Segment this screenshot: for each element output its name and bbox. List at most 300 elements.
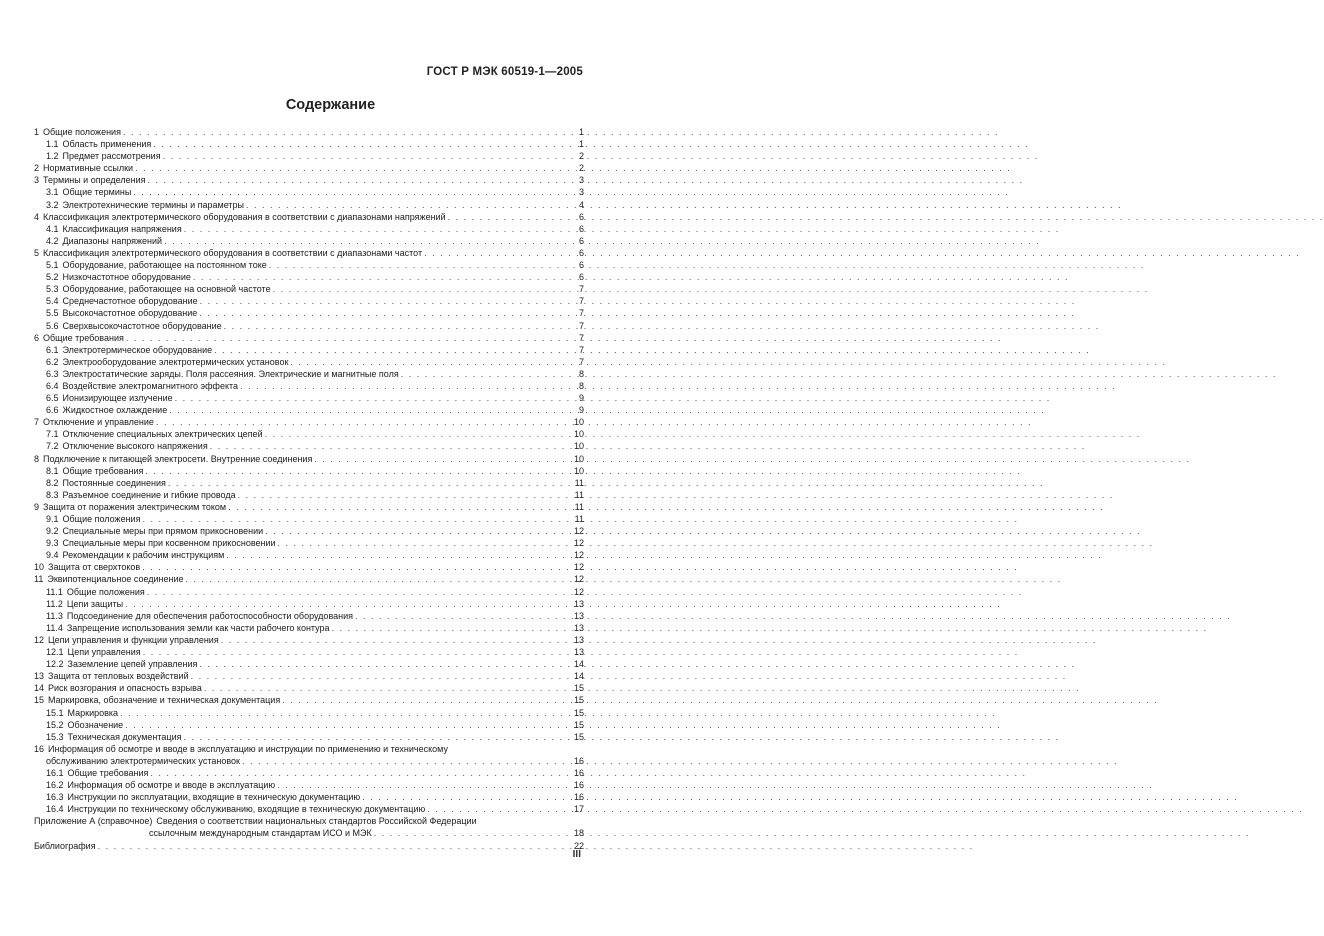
toc-entry-page: 6 xyxy=(578,223,584,234)
toc-entry[interactable] xyxy=(34,658,584,670)
toc-entry[interactable] xyxy=(34,247,584,259)
toc-entry-number: 9.2 xyxy=(46,526,59,537)
toc-entry[interactable] xyxy=(34,295,584,307)
toc-entry-page: 6 xyxy=(578,260,584,271)
toc-entry-line xyxy=(34,658,584,670)
toc-entry-page: 1 xyxy=(578,127,584,137)
toc-leader-dots xyxy=(265,525,568,537)
toc-entry-title: Воздействие электромагнитного эффекта xyxy=(62,380,239,391)
toc-entry-number: 15.2 xyxy=(46,719,64,730)
toc-entry-title: Эквипотенциальное соединение xyxy=(47,574,184,585)
toc-entry-line xyxy=(34,646,584,658)
toc-entry-title: Защита от сверхтоков xyxy=(48,562,141,573)
toc-entry-number: 6 xyxy=(34,332,40,343)
toc-leader-dots xyxy=(156,416,568,428)
toc-entry[interactable] xyxy=(34,199,584,211)
toc-entry[interactable] xyxy=(34,453,584,465)
toc-entry-page: 6 xyxy=(578,211,584,222)
toc-entry-line xyxy=(34,404,584,416)
toc-leader-dots xyxy=(355,610,568,622)
toc-entry-line xyxy=(34,707,584,719)
toc-entry-title: Отключение и управление xyxy=(43,417,154,428)
toc-entry-line xyxy=(34,513,584,525)
toc-entry-line xyxy=(34,549,584,561)
toc-entry[interactable] xyxy=(34,223,584,235)
toc-entry[interactable] xyxy=(34,368,584,380)
toc-entry-line xyxy=(34,477,584,489)
toc-entry[interactable] xyxy=(34,682,584,694)
toc-entry-title-continuation: обслуживанию электротермических установок xyxy=(46,755,240,766)
toc-entry-page: 16 xyxy=(573,767,584,778)
toc-entry-title: Электротермическое оборудование xyxy=(62,344,213,355)
toc-entry-line xyxy=(34,186,584,198)
toc-entry-number: 4.1 xyxy=(46,223,59,234)
toc-entry-page: 7 xyxy=(578,320,584,331)
toc-leader-dots xyxy=(98,840,568,852)
toc-entry-number: 9.4 xyxy=(46,550,59,561)
toc-entry-number: 6.6 xyxy=(46,405,59,416)
toc-entry-page: 9 xyxy=(578,405,584,416)
toc-entry-line xyxy=(34,634,584,646)
toc-entry[interactable] xyxy=(34,477,584,489)
toc-entry-line xyxy=(34,465,584,477)
toc-entry-title: Постоянные соединения xyxy=(62,477,166,488)
toc-leader-dots xyxy=(282,694,568,706)
toc-leader-dots xyxy=(163,150,568,162)
toc-entry-line xyxy=(34,247,584,259)
toc-entry[interactable] xyxy=(34,646,584,658)
toc-entry-title: Информация об осмотре и вводе в эксплуатацию и инструкции по применению и техническому xyxy=(48,743,448,754)
toc-entry[interactable] xyxy=(34,791,584,803)
toc-entry-page: 3 xyxy=(578,175,584,186)
toc-entry-line xyxy=(34,840,584,852)
toc-leader-dots xyxy=(362,791,568,803)
toc-entry-title: Область применения xyxy=(62,139,152,150)
toc-entry-number: 6.1 xyxy=(46,344,59,355)
toc-entry-line xyxy=(34,682,584,694)
toc-leader-dots xyxy=(126,332,568,344)
toc-entry-number: 7 xyxy=(34,417,40,428)
toc-entry-title: Отключение специальных электрических цепей xyxy=(62,429,263,440)
toc-entry-title: Общие требования xyxy=(43,332,124,343)
toc-entry-title: Низкочастотное оборудование xyxy=(62,272,191,283)
toc-entry-title: Специальные меры при прямом прикосновении xyxy=(62,526,264,537)
toc-entry-page: 16 xyxy=(573,780,584,791)
toc-entry-page: 15 xyxy=(573,683,584,694)
toc-entry[interactable] xyxy=(34,380,584,392)
toc-entry-title-continuation: ссылочным международным стандартам ИСО и МЭК xyxy=(149,828,372,839)
toc-entry[interactable] xyxy=(34,150,584,162)
toc-entry[interactable] xyxy=(34,428,584,440)
toc-leader-dots xyxy=(168,477,568,489)
toc-entry-page: 16 xyxy=(573,755,584,766)
toc-entry-line xyxy=(34,586,584,598)
toc-entry-title: Сведения о соответствии национальных стандартов Российской Федерации xyxy=(156,816,477,827)
toc-entry[interactable] xyxy=(34,320,584,332)
toc-entry-line xyxy=(34,259,584,271)
toc-entry-title: Цепи управления и функции управления xyxy=(48,634,219,645)
toc-entry-number: 15 xyxy=(34,695,45,706)
toc-entry-page: 11 xyxy=(574,501,584,512)
toc-entry-line xyxy=(34,767,584,779)
toc-entry-continuation-line xyxy=(34,755,584,767)
toc-entry[interactable] xyxy=(34,525,584,537)
toc-entry-title: Общие требования xyxy=(67,767,149,778)
toc-entry[interactable] xyxy=(34,815,584,839)
toc-entry[interactable] xyxy=(34,694,584,706)
toc-entry-number: 11.4 xyxy=(46,622,63,633)
toc-entry-title: Классификация электротермического оборудования в соответствии с диапазонами частот xyxy=(43,247,423,258)
toc-entry-page: 14 xyxy=(573,659,584,670)
toc-entry-line xyxy=(34,162,584,174)
toc-entry-title: Защита от тепловых воздействий xyxy=(48,671,189,682)
toc-entry[interactable] xyxy=(34,271,584,283)
toc-entry[interactable] xyxy=(34,779,584,791)
toc-entry-title: Общие положения xyxy=(66,586,145,597)
toc-leader-dots xyxy=(228,501,568,513)
toc-entry-number: 5.4 xyxy=(46,296,59,307)
toc-leader-dots xyxy=(143,646,568,658)
toc-entry-title: Рекомендации к рабочим инструкциям xyxy=(62,550,225,561)
toc-entry-line xyxy=(34,453,584,465)
toc-entry-title: Риск возгорания и опасность взрыва xyxy=(48,683,202,694)
toc-entry[interactable] xyxy=(34,186,584,198)
toc-entry-title: Разъемное соединение и гибкие провода xyxy=(62,489,236,500)
toc-entry-number: 5.3 xyxy=(46,284,59,295)
toc-entry-number: 6.2 xyxy=(46,356,59,367)
toc-entry-line xyxy=(34,428,584,440)
toc-entry[interactable] xyxy=(34,549,584,561)
toc-entry-line xyxy=(34,416,584,428)
toc-entry-title: Защита от поражения электрическим током xyxy=(43,501,227,512)
toc-entry-line xyxy=(34,573,584,585)
toc-entry-number: 8.1 xyxy=(46,465,59,476)
toc-entry-line xyxy=(34,368,584,380)
toc-entry[interactable] xyxy=(34,404,584,416)
toc-entry-number: 12.2 xyxy=(46,659,64,670)
toc-entry[interactable] xyxy=(34,840,584,852)
toc-leader-dots xyxy=(125,719,568,731)
toc-entry-number: 14 xyxy=(34,683,45,694)
toc-entry[interactable] xyxy=(34,259,584,271)
toc-leader-dots xyxy=(199,658,568,670)
toc-entry-number: 11.1 xyxy=(46,586,63,597)
toc-entry[interactable] xyxy=(34,622,584,634)
toc-leader-dots xyxy=(210,440,568,452)
toc-leader-dots xyxy=(191,670,568,682)
toc-leader-dots xyxy=(374,827,568,839)
toc-entry-number: 5 xyxy=(34,247,40,258)
toc-entry[interactable] xyxy=(34,392,584,404)
toc-entry-title: Подключение к питающей электросети. Внутренние соединения xyxy=(43,453,313,464)
toc-entry-number: 6.3 xyxy=(46,368,59,379)
toc-entry-number: 4.2 xyxy=(46,235,59,246)
toc-leader-dots xyxy=(125,598,568,610)
toc-leader-dots xyxy=(135,162,568,174)
toc-entry-number: 16.2 xyxy=(46,780,64,791)
toc-entry-continuation-line xyxy=(34,827,584,839)
table-of-contents xyxy=(34,126,584,852)
toc-entry-page: 22 xyxy=(573,840,584,851)
toc-entry-title: Маркировка xyxy=(67,707,119,718)
toc-entry[interactable] xyxy=(34,634,584,646)
toc-entry-title: Информация об осмотре и вводе в эксплуатацию xyxy=(67,780,276,791)
toc-leader-dots xyxy=(186,573,568,585)
toc-leader-dots xyxy=(314,453,568,465)
toc-leader-dots xyxy=(224,320,568,332)
toc-entry-number: 8.3 xyxy=(46,489,59,500)
toc-entry-number: 2 xyxy=(34,163,40,174)
toc-leader-dots xyxy=(427,803,568,815)
toc-leader-dots xyxy=(277,779,568,791)
toc-entry-line xyxy=(34,174,584,186)
toc-entry-number: 1 xyxy=(34,127,40,137)
toc-entry-number: 7.1 xyxy=(46,429,59,440)
toc-entry-line xyxy=(34,743,584,755)
toc-entry-page: 6 xyxy=(578,235,584,246)
toc-entry-line xyxy=(34,791,584,803)
toc-entry[interactable] xyxy=(34,344,584,356)
toc-leader-dots xyxy=(332,622,568,634)
toc-entry-line xyxy=(34,320,584,332)
toc-entry-number: 9 xyxy=(34,501,40,512)
toc-leader-dots xyxy=(123,126,568,138)
toc-leader-dots xyxy=(142,513,568,525)
toc-entry-page: 7 xyxy=(578,308,584,319)
toc-leader-dots xyxy=(199,307,568,319)
toc-entry[interactable] xyxy=(34,586,584,598)
toc-entry[interactable] xyxy=(34,719,584,731)
toc-leader-dots xyxy=(183,731,568,743)
standard-designation: ГОСТ Р МЭК 60519-1—2005 xyxy=(426,66,583,78)
toc-leader-dots xyxy=(273,283,568,295)
toc-entry-number: Приложение А (справочное) xyxy=(34,816,153,827)
toc-entry-title: Электрооборудование электротермических установок xyxy=(62,356,289,367)
toc-entry-line xyxy=(34,283,584,295)
toc-leader-dots xyxy=(133,186,568,198)
toc-entry[interactable] xyxy=(34,416,584,428)
toc-leader-dots xyxy=(147,586,568,598)
toc-entry-page: 15 xyxy=(573,719,584,730)
toc-leader-dots xyxy=(147,174,568,186)
toc-entry[interactable] xyxy=(34,332,584,344)
toc-leader-dots xyxy=(290,356,568,368)
toc-entry-page: 11 xyxy=(574,489,584,500)
toc-entry-number: 12.1 xyxy=(46,647,64,658)
toc-entry[interactable] xyxy=(34,598,584,610)
toc-leader-dots xyxy=(269,259,568,271)
toc-entry-line xyxy=(34,501,584,513)
toc-entry[interactable] xyxy=(34,731,584,743)
toc-entry-title: Цепи защиты xyxy=(66,598,124,609)
toc-entry[interactable] xyxy=(34,513,584,525)
toc-leader-dots xyxy=(200,295,568,307)
toc-entry-line xyxy=(34,489,584,501)
toc-entry-line xyxy=(34,598,584,610)
toc-entry-title: Общие положения xyxy=(62,514,141,524)
toc-entry-number: 5.6 xyxy=(46,320,59,331)
toc-entry[interactable] xyxy=(34,465,584,477)
toc-entry-line xyxy=(34,211,584,223)
toc-entry-title: Инструкции по эксплуатации, входящие в техническую документацию xyxy=(67,792,361,803)
toc-entry-line xyxy=(34,610,584,622)
document-page xyxy=(0,0,661,936)
toc-entry-line xyxy=(34,803,584,815)
toc-entry[interactable] xyxy=(34,670,584,682)
toc-leader-dots xyxy=(278,537,568,549)
toc-entry-page: 10 xyxy=(573,417,584,428)
toc-entry-title: Общие положения xyxy=(43,127,121,137)
toc-entry-title: Оборудование, работающее на постоянном токе xyxy=(62,260,267,271)
toc-entry-line xyxy=(34,344,584,356)
toc-entry-number: 9.3 xyxy=(46,538,59,549)
toc-entry-line xyxy=(34,815,584,827)
toc-entry-title: Электростатические заряды. Поля рассеяния. Электрические и магнитные поля xyxy=(62,368,399,379)
toc-entry[interactable] xyxy=(34,743,584,767)
toc-entry-line xyxy=(34,392,584,404)
toc-leader-dots xyxy=(214,344,568,356)
toc-leader-dots xyxy=(145,465,568,477)
toc-entry-page: 13 xyxy=(573,598,584,609)
toc-entry-page: 16 xyxy=(573,792,584,803)
toc-entry-page: 12 xyxy=(573,562,584,573)
toc-entry[interactable] xyxy=(34,174,584,186)
toc-entry-page: 10 xyxy=(573,441,584,452)
toc-entry-number: 11 xyxy=(34,574,44,585)
toc-leader-dots xyxy=(175,392,568,404)
toc-entry[interactable] xyxy=(34,126,584,138)
toc-leader-dots xyxy=(401,368,568,380)
toc-entry-line xyxy=(34,126,584,138)
toc-entry-number: 8.2 xyxy=(46,477,59,488)
toc-entry-page: 11 xyxy=(574,477,584,488)
toc-entry-page: 7 xyxy=(578,332,584,343)
toc-entry-number: 3 xyxy=(34,175,40,186)
toc-entry-page: 12 xyxy=(573,538,584,549)
toc-entry-number: 11.3 xyxy=(46,610,63,621)
toc-entry-number: 15.3 xyxy=(46,731,64,742)
toc-entry-line xyxy=(34,332,584,344)
toc-entry[interactable] xyxy=(34,561,584,573)
toc-entry-line xyxy=(34,622,584,634)
toc-leader-dots xyxy=(164,235,568,247)
toc-entry-page: 7 xyxy=(578,356,584,367)
toc-entry[interactable] xyxy=(34,537,584,549)
toc-entry[interactable] xyxy=(34,211,584,223)
toc-entry-line xyxy=(34,150,584,162)
toc-entry-title: Жидкостное охлаждение xyxy=(62,405,168,416)
toc-entry-page: 2 xyxy=(578,151,584,162)
toc-leader-dots xyxy=(246,199,568,211)
toc-entry[interactable] xyxy=(34,356,584,368)
toc-leader-dots xyxy=(150,767,568,779)
toc-entry-title: Классификация напряжения xyxy=(62,223,182,234)
toc-leader-dots xyxy=(169,404,568,416)
toc-entry[interactable] xyxy=(34,235,584,247)
toc-entry[interactable] xyxy=(34,767,584,779)
toc-leader-dots xyxy=(226,549,568,561)
toc-entry-number: 3.2 xyxy=(46,199,59,210)
toc-entry[interactable] xyxy=(34,162,584,174)
toc-leader-dots xyxy=(238,489,568,501)
toc-entry[interactable] xyxy=(34,610,584,622)
toc-entry[interactable] xyxy=(34,307,584,319)
toc-entry-number: 9.1 xyxy=(46,514,59,524)
toc-entry-title: Ионизирующее излучение xyxy=(62,393,173,404)
toc-entry-line xyxy=(34,440,584,452)
toc-entry[interactable] xyxy=(34,283,584,295)
toc-entry-number: 5.1 xyxy=(46,260,59,271)
toc-entry-page: 12 xyxy=(573,586,584,597)
toc-entry-line xyxy=(34,295,584,307)
toc-leader-dots xyxy=(221,634,568,646)
toc-entry-page: 18 xyxy=(573,828,584,839)
toc-entry-title: Обозначение xyxy=(67,719,124,730)
toc-entry-page: 13 xyxy=(573,634,584,645)
toc-entry-title: Подсоединение для обеспечения работоспособности оборудования xyxy=(66,610,353,621)
toc-entry-number: 10 xyxy=(34,562,45,573)
toc-leader-dots xyxy=(142,561,568,573)
toc-entry-number: 1.1 xyxy=(46,139,59,150)
toc-entry-title: Диапазоны напряжений xyxy=(62,235,163,246)
toc-entry-title: Нормативные ссылки xyxy=(43,163,134,174)
toc-entry-number: 12 xyxy=(34,634,45,645)
toc-entry-line xyxy=(34,670,584,682)
toc-leader-dots xyxy=(153,138,568,150)
toc-entry-page: 15 xyxy=(573,731,584,742)
toc-entry-page: 7 xyxy=(578,296,584,307)
toc-entry-page: 10 xyxy=(573,453,584,464)
toc-entry[interactable] xyxy=(34,501,584,513)
page-number: III xyxy=(572,849,581,860)
toc-entry-title: Цепи управления xyxy=(67,647,141,658)
toc-entry-page: 17 xyxy=(573,804,584,815)
toc-entry-page: 3 xyxy=(578,187,584,198)
toc-entry-number: 5.5 xyxy=(46,308,59,319)
toc-entry[interactable] xyxy=(34,573,584,585)
toc-entry-title: Заземление цепей управления xyxy=(67,659,198,670)
toc-entry-page: 13 xyxy=(573,622,584,633)
toc-entry-line xyxy=(34,694,584,706)
toc-entry-title: Маркировка, обозначение и техническая документация xyxy=(48,695,281,706)
toc-entry[interactable] xyxy=(34,707,584,719)
toc-entry-page: 9 xyxy=(578,393,584,404)
toc-entry-title: Классификация электротермического оборудования в соответствии с диапазонами напряжений xyxy=(43,211,446,222)
toc-entry[interactable] xyxy=(34,138,584,150)
toc-entry[interactable] xyxy=(34,803,584,815)
toc-entry-page: 8 xyxy=(578,380,584,391)
toc-entry[interactable] xyxy=(34,489,584,501)
toc-entry-line xyxy=(34,223,584,235)
toc-entry-title: Среднечастотное оборудование xyxy=(62,296,198,307)
toc-entry-title: Библиография xyxy=(34,840,96,851)
toc-entry-line xyxy=(34,380,584,392)
toc-entry-title: Специальные меры при косвенном прикосновении xyxy=(62,538,276,549)
toc-entry-page: 6 xyxy=(578,272,584,283)
toc-entry-line xyxy=(34,719,584,731)
toc-entry-title: Сверхвысокочастотное оборудование xyxy=(62,320,222,331)
toc-entry-number: 7.2 xyxy=(46,441,59,452)
toc-entry-line xyxy=(34,199,584,211)
toc-leader-dots xyxy=(204,682,568,694)
toc-entry-number: 6.5 xyxy=(46,393,59,404)
toc-entry[interactable] xyxy=(34,440,584,452)
toc-entry-title: Термины и определения xyxy=(43,175,146,186)
toc-entry-page: 8 xyxy=(578,368,584,379)
toc-entry-number: 4 xyxy=(34,211,40,222)
toc-entry-page: 7 xyxy=(578,284,584,295)
toc-entry-number: 16 xyxy=(34,743,45,754)
